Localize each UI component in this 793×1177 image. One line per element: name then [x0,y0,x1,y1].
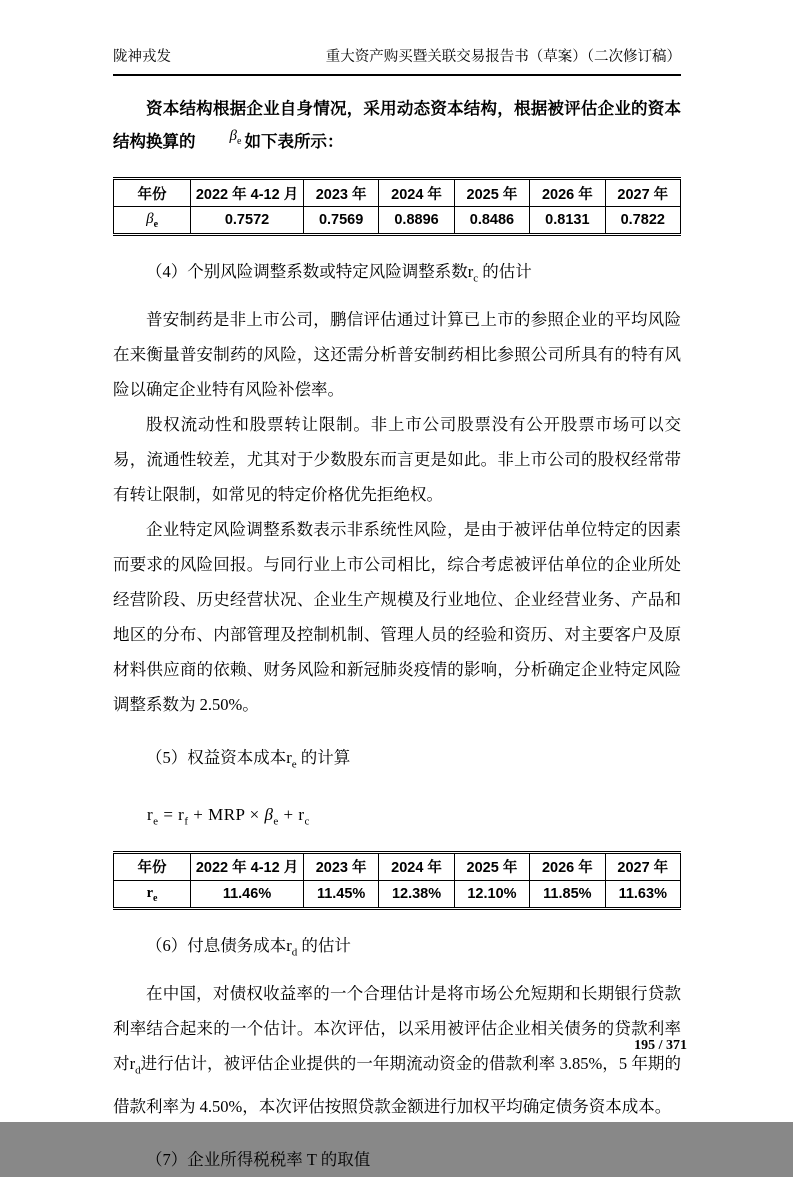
page-header [113,46,681,76]
capm-formula: $r_e = r_f$ + MRP × $\beta_e + r_c$ [147,804,310,827]
header-company-name: 陇神戎发 [113,49,171,65]
beta-e-inline-formula: $\beta_e$ [229,128,242,147]
intro-paragraph [113,92,681,165]
beta-value-2025: 0.8486 [454,207,529,235]
beta-value-2027: 0.7822 [605,207,680,235]
equity-cost-table [113,851,681,910]
page-number: 195 / 371 [634,1038,687,1053]
heading-section-6: （6）付息债务成本$r_d$ 的估计 [146,935,351,959]
heading-section-7: （7）企业所得税税率 T 的取值 [146,1149,371,1169]
col-header-2026: 2026 年 [530,179,605,207]
paragraph-liquidity: 股权流动性和股票转让限制。非上市公司股票没有公开股票市场可以交易，流通性较差，尤其对于少数股东而言更是如此。非上市公司的股权经常带有转让限制，如常见的特定价格优先拒绝权。 [113,415,681,505]
re-value-2026: 11.85% [530,880,605,908]
table-header-row [114,852,681,880]
col-header-2025: 2025 年 [454,852,529,880]
heading-section-4: （4）个别风险调整系数或特定风险调整系数$r_c$ 的估计 [146,262,532,285]
header-report-title: 重大资产购买暨关联交易报告书（草案）（二次修订稿） [325,49,681,65]
col-header-2024: 2024 年 [379,179,454,207]
col-header-year: 年份 [114,852,191,880]
intro-text-before: 资本结构根据企业自身情况，采用动态资本结构，根据被评估企业的资本结构换算的 [113,99,681,151]
col-header-year: 年份 [114,179,191,207]
beta-symbol: β [229,128,237,144]
re-value-2023: 11.45% [303,880,378,908]
beta-value-2022: 0.7572 [191,207,304,235]
col-header-2026: 2026 年 [530,852,605,880]
col-header-2024: 2024 年 [379,852,454,880]
col-header-2023: 2023 年 [303,179,378,207]
paragraph-specific-risk: 企业特定风险调整系数表示非系统性风险，是由于被评估单位特定的因素而要求的风险回报。与同行业上市公司相比，综合考虑被评估单位的企业所处经营阶段、历史经营状况、企业生产规模及行业地位、企业经营业务、产品和地区的分布、内部管理及控制机制、管理人员的经验和资历、对主要客户及原材料供应商的依赖、财务风险和新冠肺炎疫情的影响，分析确定企业特定风险调整系数为 2.50%。 [113,520,681,715]
table-row [114,880,681,908]
re-value-2025: 12.10% [454,880,529,908]
beta-value-2023: 0.7569 [303,207,378,235]
intro-text-after: 如下表所示： [244,132,344,151]
col-header-2022: 2022 年 4-12 月 [191,179,304,207]
re-value-2024: 12.38% [379,880,454,908]
re-value-2022: 11.46% [191,880,304,908]
table-row [114,207,681,235]
beta-coefficient-table [113,177,681,236]
col-header-2027: 2027 年 [605,179,680,207]
paragraph-risk-intro: 普安制药是非上市公司，鹏信评估通过计算已上市的参照企业的平均风险在来衡量普安制药的风险，这还需分析普安制药相比参照公司所具有的特有风险以确定企业特有风险补偿率。 [113,310,681,400]
col-header-2027: 2027 年 [605,852,680,880]
table-header-row [114,179,681,207]
paragraph-debt-cost: 在中国，对债权收益率的一个合理估计是将市场公允短期和长期银行贷款利率结合起来的一个估计。本次评估，以采用被评估企业相关债务的贷款利率对$r_d$进行估计，被评估企业提供的一年期流动资金的借款利率 3.85%，5 年期的借款利率为 4.50%，本次评估按照贷款金额进行加权平均确定债务资本成本。 [113,984,682,1116]
row-label-r-e: $r_e$ [114,880,191,908]
row-label-beta-e: $\beta_e$ [114,207,191,235]
col-header-2022: 2022 年 4-12 月 [191,852,304,880]
beta-value-2026: 0.8131 [530,207,605,235]
col-header-2025: 2025 年 [454,179,529,207]
re-value-2027: 11.63% [605,880,680,908]
beta-symbol: β [264,804,274,824]
heading-section-5: （5）权益资本成本$r_e$ 的计算 [146,748,351,771]
beta-value-2024: 0.8896 [379,207,454,235]
col-header-2023: 2023 年 [303,852,378,880]
